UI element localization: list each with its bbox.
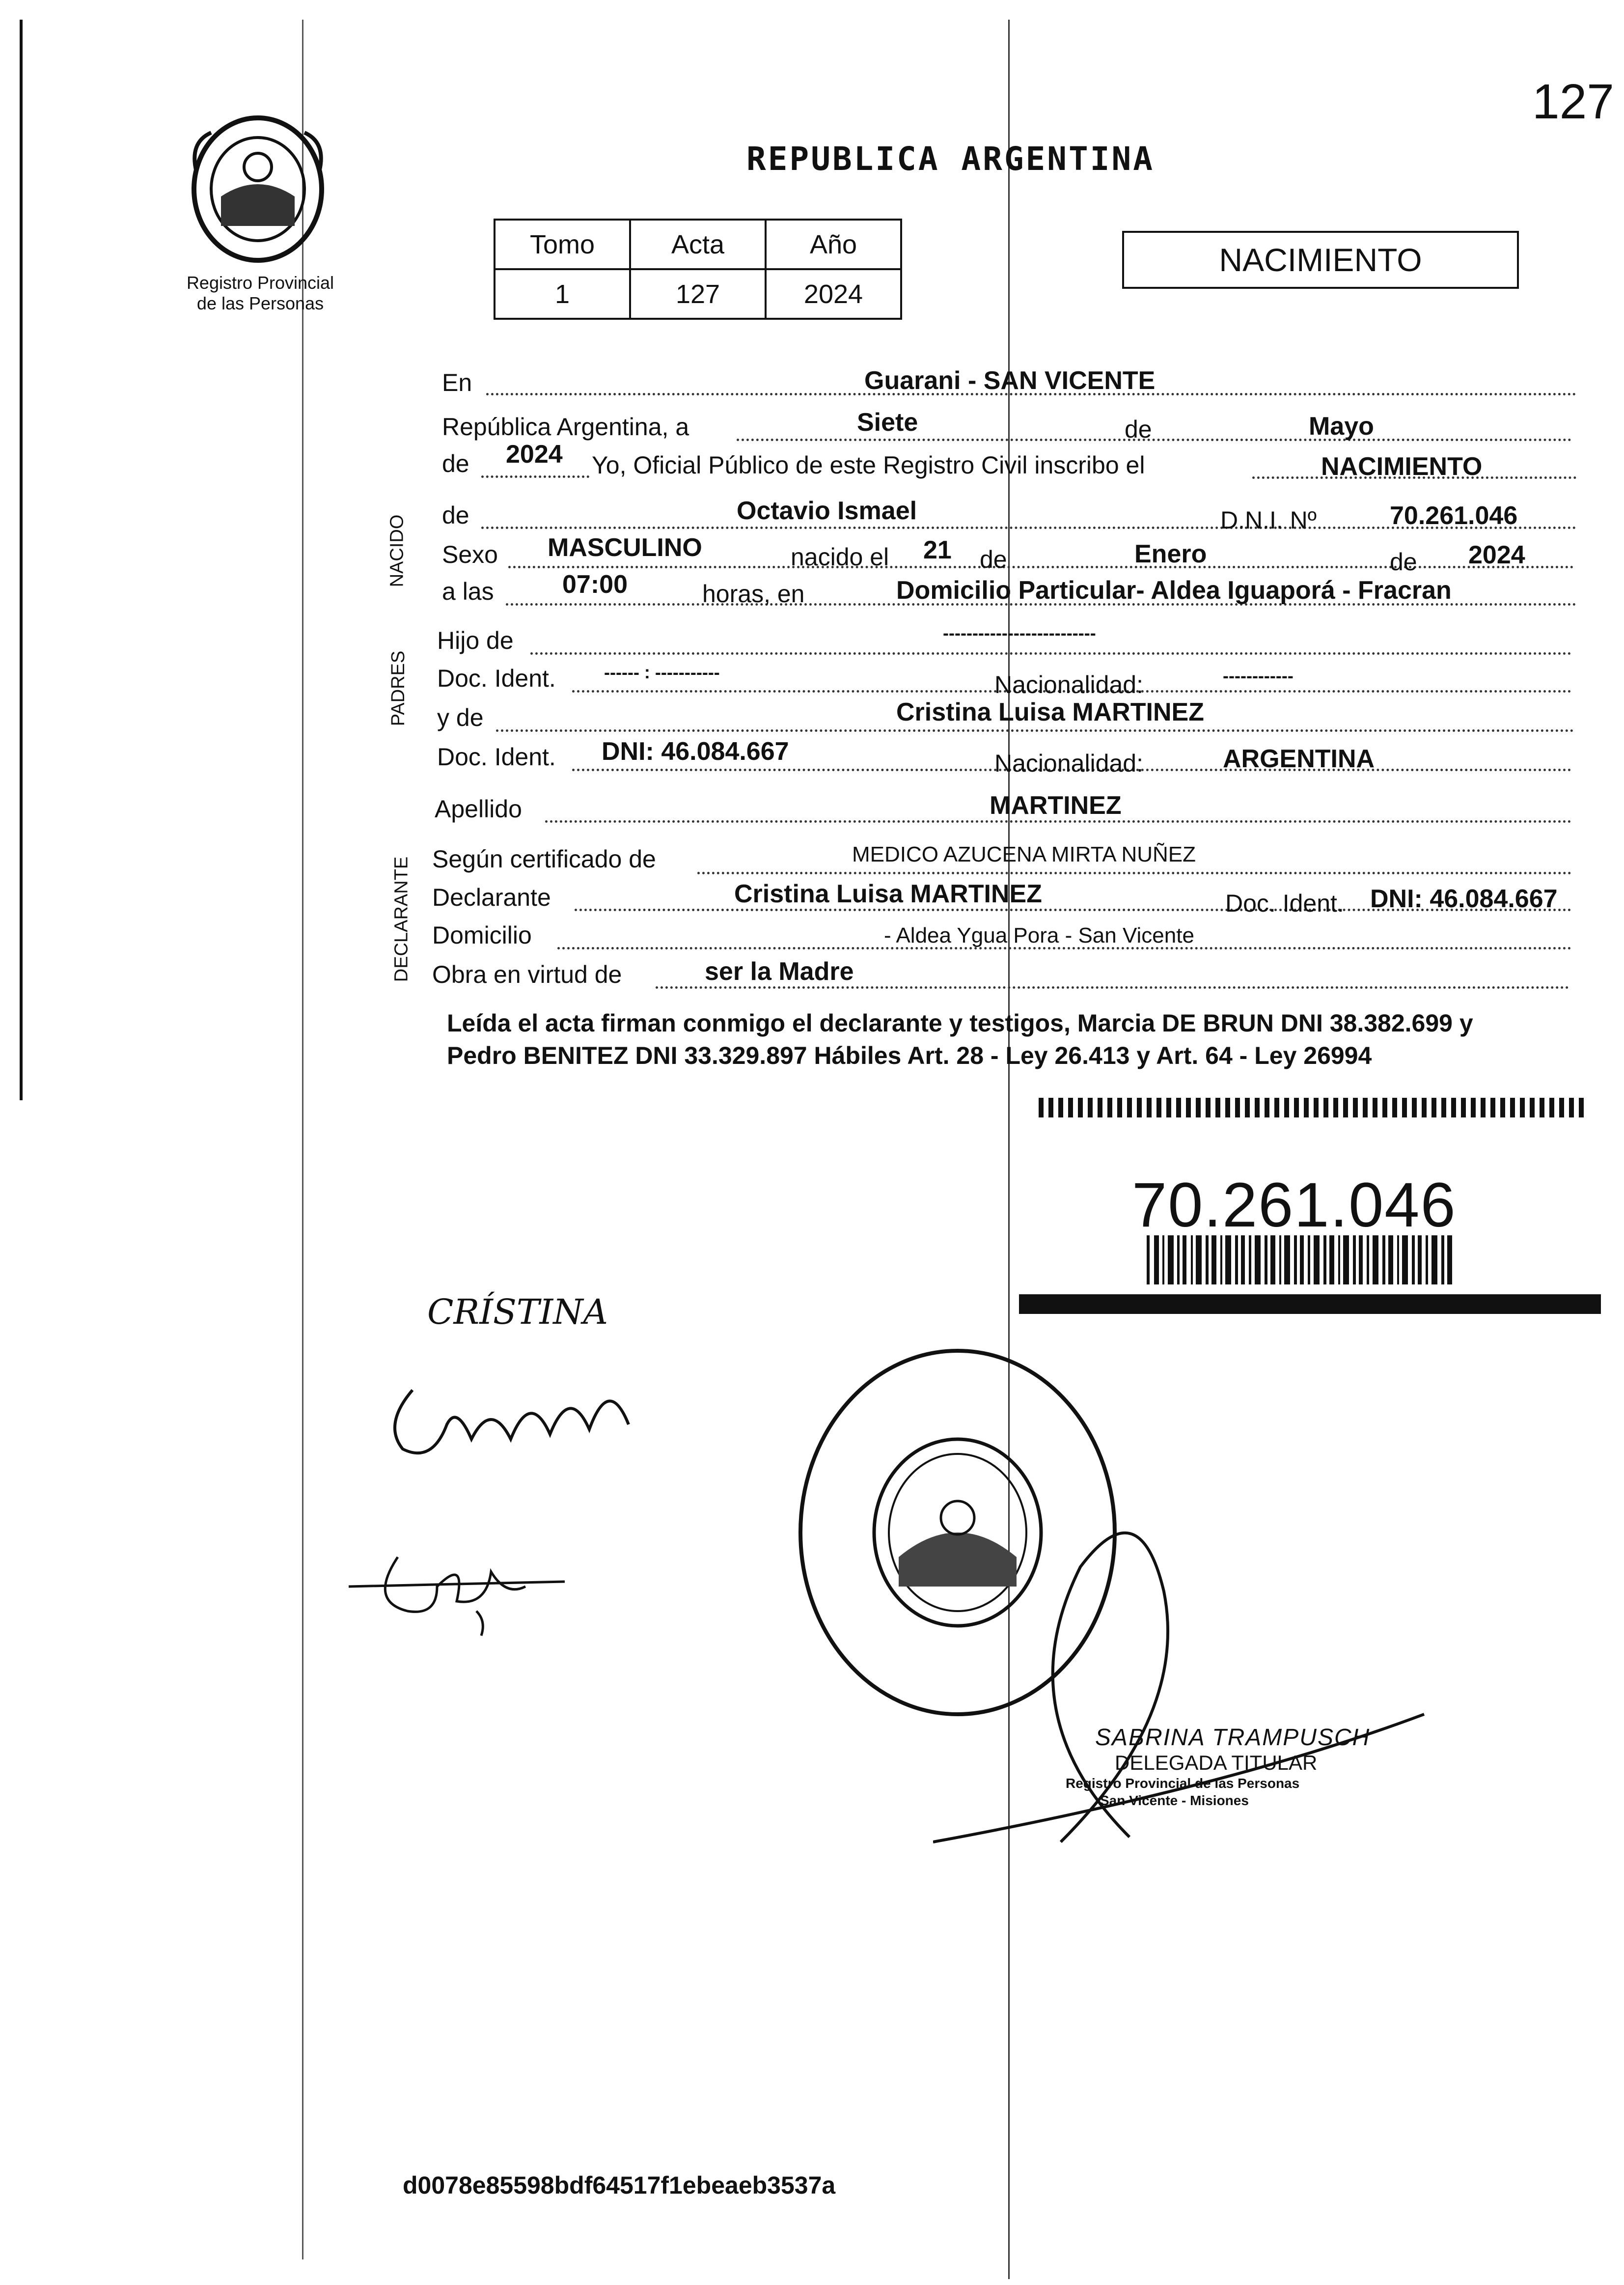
- dotted-line: [697, 872, 1571, 874]
- label-de: de: [442, 450, 469, 477]
- label-declarante: Declarante: [432, 884, 551, 911]
- birth-time: 07:00: [562, 570, 628, 599]
- label-a-las: a las: [442, 578, 494, 605]
- misiones-coat-of-arms-icon: [187, 113, 329, 265]
- birth-place: Domicilio Particular- Aldea Iguaporá - Fracran: [896, 576, 1452, 605]
- birth-month: Enero: [1134, 540, 1207, 568]
- register-table: [494, 219, 902, 320]
- birth-day: 21: [923, 536, 952, 564]
- label-y-de: y de: [437, 704, 484, 731]
- surname-value: MARTINEZ: [990, 791, 1122, 820]
- table-value-ano: 2024: [766, 269, 901, 319]
- table-value-acta: 127: [630, 269, 766, 319]
- country-title: REPUBLICA ARGENTINA: [746, 140, 1155, 178]
- stamp-line-2: San Vicente - Misiones: [1100, 1793, 1249, 1808]
- label-en: En: [442, 369, 472, 396]
- inscribe-value: NACIMIENTO: [1321, 452, 1483, 481]
- stamp-line-1: Registro Provincial de las Personas: [1066, 1776, 1300, 1791]
- label-horas: horas, en: [702, 580, 805, 608]
- label-de: de: [442, 502, 469, 529]
- page-number: 127: [1532, 74, 1614, 129]
- label-nacido-el: nacido el: [791, 543, 889, 571]
- table-header-acta: Acta: [630, 220, 766, 269]
- year-value: 2024: [506, 440, 563, 469]
- label-yo: Yo, Oficial Público de este Registro Civil inscribo el: [592, 451, 1145, 479]
- signature-flourish-icon: [933, 1469, 1596, 1921]
- declarant-doc: DNI: 46.084.667: [1370, 885, 1558, 913]
- label-doc-ident: Doc. Ident.: [1225, 890, 1344, 917]
- label-de: de: [1125, 416, 1152, 443]
- table-header-ano: Año: [766, 220, 901, 269]
- label-sexo: Sexo: [442, 541, 498, 568]
- label-apellido: Apellido: [435, 795, 522, 823]
- label-nacionalidad: Nacionalidad:: [994, 750, 1143, 777]
- label-republica: República Argentina, a: [442, 413, 689, 441]
- record-type: NACIMIENTO: [1219, 242, 1422, 278]
- label-nacionalidad: Nacionalidad:: [994, 671, 1143, 698]
- dotted-line: [496, 729, 1574, 732]
- label-segun-certificado: Según certificado de: [432, 845, 656, 873]
- father-name: --------------------------: [943, 623, 1096, 643]
- mother-doc: DNI: 46.084.667: [602, 737, 789, 766]
- label-doc-ident: Doc. Ident.: [437, 743, 556, 771]
- declarant-name: Cristina Luisa MARTINEZ: [734, 880, 1042, 908]
- stamp-name: SABRINA TRAMPUSCH: [1095, 1725, 1371, 1751]
- day-value: Siete: [857, 408, 918, 437]
- mother-nationality: ARGENTINA: [1223, 745, 1375, 773]
- label-dni: D.N.I. Nº: [1220, 506, 1317, 534]
- month-value: Mayo: [1309, 412, 1374, 441]
- signature-cristina: [373, 1277, 678, 1483]
- section-label-declarante: DECLARANTE: [391, 856, 412, 982]
- sex-value: MASCULINO: [548, 533, 702, 562]
- scan-edge-line: [20, 20, 23, 1100]
- registry-name: Registro Provincial de las Personas: [186, 273, 334, 313]
- birth-year: 2024: [1468, 541, 1525, 569]
- label-obra: Obra en virtud de: [432, 961, 622, 988]
- certificate-value: MEDICO AZUCENA MIRTA NUÑEZ: [852, 842, 1196, 866]
- dotted-line: [737, 439, 1571, 441]
- barcode-block: [1019, 1088, 1601, 1338]
- record-type-box: [1122, 231, 1519, 289]
- registry-logo: [187, 113, 329, 265]
- official-stamp: [933, 1469, 1596, 1921]
- section-label-nacido: NACIDO: [386, 514, 408, 587]
- dotted-line: [481, 475, 589, 478]
- label-hijo-de: Hijo de: [437, 627, 514, 654]
- label-de: de: [1390, 548, 1417, 576]
- dotted-line: [545, 820, 1571, 823]
- father-nationality: ------------: [1223, 666, 1294, 686]
- table-header-tomo: Tomo: [495, 220, 630, 269]
- address-value: - Aldea Ygua Pora - San Vicente: [884, 923, 1194, 947]
- signature-pedro: [339, 1528, 575, 1665]
- dotted-line: [530, 652, 1571, 655]
- barcode-number: 70.261.046: [1132, 1170, 1457, 1240]
- capacity-value: ser la Madre: [705, 957, 854, 986]
- label-de: de: [980, 546, 1007, 573]
- child-name: Octavio Ismael: [737, 497, 917, 525]
- dotted-line: [656, 986, 1569, 989]
- signature-name: CRÍSTINA: [427, 1292, 608, 1332]
- mother-name: Cristina Luisa MARTINEZ: [896, 698, 1204, 726]
- fold-line-left: [302, 20, 303, 2259]
- label-domicilio: Domicilio: [432, 921, 532, 949]
- handwritten-signature-icon: [339, 1528, 575, 1665]
- fold-line-center: [1008, 20, 1010, 2279]
- document-hash: d0078e85598bdf64517f1ebeaeb3537a: [403, 2172, 836, 2199]
- label-doc-ident: Doc. Ident.: [437, 665, 556, 692]
- table-value-tomo: 1: [495, 269, 630, 319]
- child-dni: 70.261.046: [1390, 502, 1518, 530]
- section-label-padres: PADRES: [388, 650, 409, 726]
- place-value: Guarani - SAN VICENTE: [864, 366, 1156, 395]
- stamp-title: DELEGADA TITULAR: [1115, 1751, 1318, 1774]
- closing-text: Leída el acta firman conmigo el declarante y testigos, Marcia DE BRUN DNI 38.382.699 y Pedro BENITEZ DNI 33.329.897 Hábiles Art. 28 - Ley 26.413 y Art. 64 - Ley 26994: [447, 1009, 1473, 1069]
- father-doc: ------ : -----------: [604, 662, 720, 682]
